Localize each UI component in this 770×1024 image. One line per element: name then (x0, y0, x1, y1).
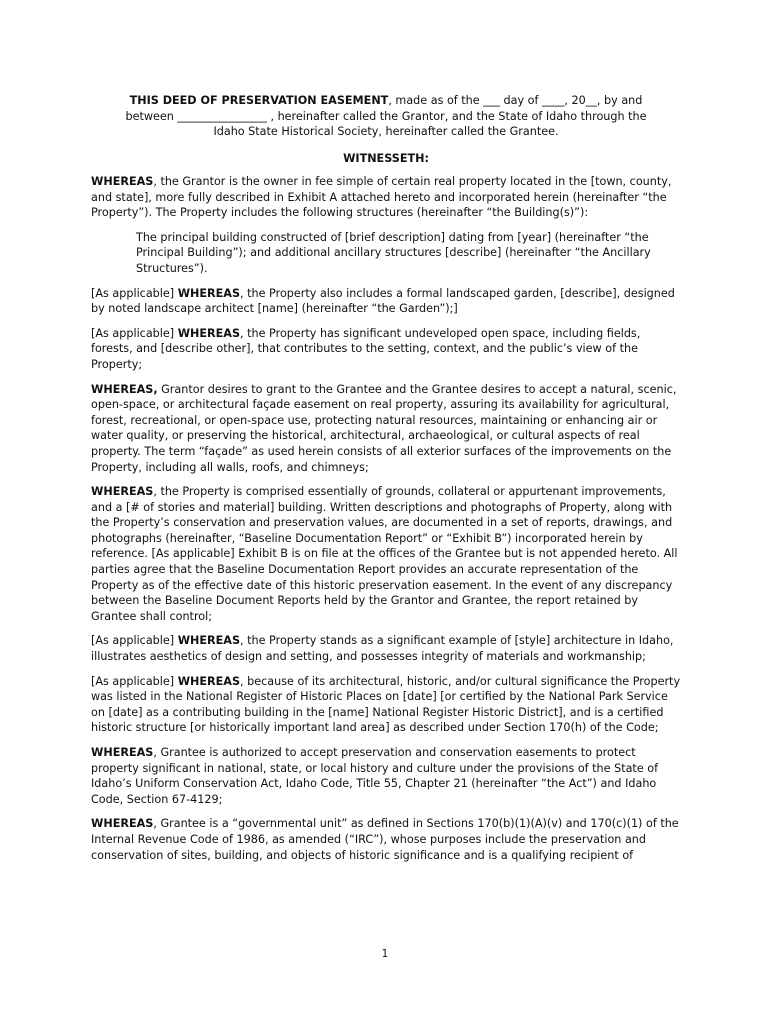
paragraph-text: , the Property also includes a formal landscaped garden, [describe], designed by noted landscape architect [name] (hereinafter “the Garden”);] (91, 286, 675, 316)
paragraph-text: , the Grantor is the owner in fee simple of certain real property located in the [town, county, and state], more fully described in Exhibit A attached hereto and incorporated herein (hereinafter “the Property”). The Property includes the following structures (hereinafter “the Building(s)”): (91, 175, 672, 220)
page-number: 1 (381, 948, 389, 960)
whereas-lead: WHEREAS (91, 175, 154, 188)
paragraph-prefix: [As applicable] (91, 634, 178, 648)
whereas-lead: WHEREAS (91, 485, 154, 499)
whereas-lead: WHEREAS (91, 746, 154, 759)
document-heading (90, 93, 682, 140)
whereas-paragraph-open-space (91, 326, 681, 373)
heading-line-2: between ________________ , hereinafter called the Grantor, and the State of Idaho through the (125, 109, 647, 123)
witnesseth-heading: WITNESSETH: (343, 152, 429, 165)
paragraph-text: , the Property has significant undeveloped open space, including fields, forests, and [describe other], that contributes to the setting, context, and the public’s view of the Property; (91, 326, 641, 371)
heading-line-3: Idaho State Historical Society, hereinafter called the Grantee. (213, 125, 559, 139)
paragraph-text: , the Property stands as a significant example of [style] architecture in Idaho, illustrates aesthetics of design and setting, and possesses integrity of materials and workmanship; (91, 634, 674, 664)
heading-line-1-rest: , made as of the ___ day of ____, 20__, by and (388, 94, 643, 107)
paragraph-text: , Grantee is authorized to accept preservation and conservation easements to protect property significant in national, state, or local history and culture under the provisions of the State of Idaho’s Uniform Conservation Act, Idaho Code, Title 55, Chapter 21 (hereinafter “the Act”) and Idaho Code, Section 67-4129; (91, 746, 659, 806)
indented-structures-paragraph (136, 230, 671, 277)
paragraph-text: , because of its architectural, historic, and/or cultural significance the Property was listed in the National Register of Historic Places on [date] [or certified by the National Park Service on [date] as a contributing building in the [name] National Register Historic District], and is a certified historic structure [or historically important land area] as described under Section 170(h) of the Code; (91, 674, 681, 735)
whereas-paragraph-garden (91, 286, 681, 317)
paragraph-text: Grantor desires to grant to the Grantee and the Grantee desires to accept a natural, scenic, open-space, or architectural façade easement on real property, assuring its availability for agricultural, forest, recreational, or open-space use, protecting natural resources, maintaining or enhancing air or water quality, or preserving the historical, architectural, archaeological, or cultural aspects of real property. The term “façade” as used herein consists of all exterior surfaces of the improvements on the Property, including all walls, roofs, and chimneys; (91, 382, 677, 474)
document-body (91, 174, 681, 872)
paragraph-text: , Grantee is a “governmental unit” as defined in Sections 170(b)(1)(A)(v) and 170(c)(1) of the Internal Revenue Code of 1986, as amended (“IRC”), whose purposes include the preservation and conservation of sites, building, and objects of historic significance and is a qualifying recipient of (91, 817, 679, 862)
whereas-lead: WHEREAS (177, 326, 241, 340)
paragraph-text: The principal building constructed of [brief description] dating from [year] (hereinafter “the Principal Building”); and additional ancillary structures [describe] (hereinafter “the Ancillary Structures”). (136, 230, 651, 275)
whereas-paragraph-national-register (91, 674, 681, 736)
paragraph-prefix: [As applicable] (91, 326, 178, 340)
deed-title: THIS DEED OF PRESERVATION EASEMENT (129, 94, 389, 107)
whereas-lead: WHEREAS (91, 817, 154, 831)
paragraph-text: , the Property is comprised essentially of grounds, collateral or appurtenant improvements, and a [# of stories and material] building. Written descriptions and photographs of Property, along with the Property’s conservation and preservation values, are documented in a set of reports, drawings, and photographs (hereinafter, “Baseline Documentation Report” or “Exhibit B”) incorporated herein by reference. [As applicable] Exhibit B is on file at the offices of the Grantee but is not appended hereto. All parties agree that the Baseline Documentation Report provides an accurate representation of the Property as of the effective date of this historic preservation easement. In the event of any discrepancy between the Baseline Document Reports held by the Grantor and Grantee, the report retained by Grantee shall control; (91, 485, 678, 623)
whereas-lead: WHEREAS (177, 286, 241, 300)
paragraph-prefix: [As applicable] (91, 286, 178, 300)
whereas-lead: WHEREAS (177, 674, 241, 688)
whereas-lead: WHEREAS, (91, 382, 158, 396)
whereas-paragraph-baseline (91, 484, 681, 624)
whereas-paragraph-easement (91, 382, 681, 476)
whereas-lead: WHEREAS (177, 634, 241, 648)
whereas-paragraph-governmental-unit (91, 816, 681, 863)
whereas-paragraph-ownership (91, 174, 681, 221)
paragraph-prefix: [As applicable] (91, 674, 178, 688)
heading-line-1 (90, 93, 682, 109)
whereas-paragraph-authority (91, 745, 681, 807)
whereas-paragraph-architecture (91, 633, 681, 664)
